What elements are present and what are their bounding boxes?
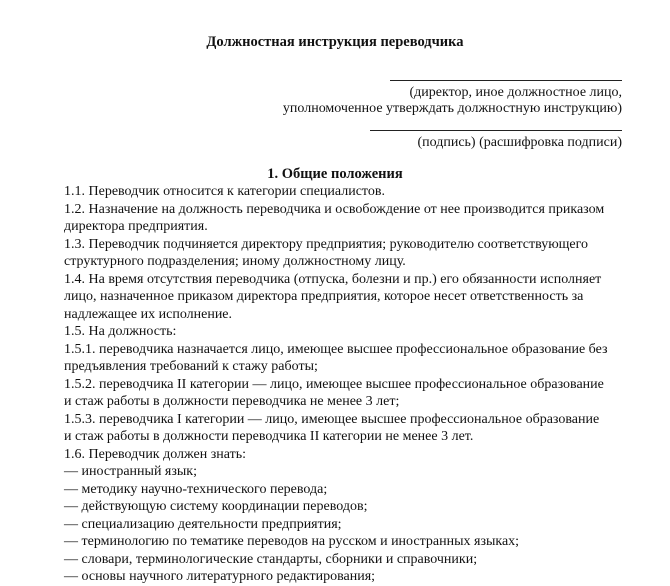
document-title: Должностная инструкция переводчика: [206, 34, 464, 50]
paragraph: [64, 341, 634, 376]
paragraph-line: — специализацию деятельности предприятия;: [64, 516, 342, 532]
paragraph-line: 1.6. Переводчик должен знать:: [64, 446, 246, 462]
section-heading: 1. Общие положения: [267, 166, 403, 182]
paragraph: [64, 498, 634, 516]
paragraph-line: структурного подразделения; иному должностному лицу.: [64, 254, 406, 269]
paragraph: [64, 481, 634, 499]
section-body: [64, 183, 634, 586]
paragraph: [64, 533, 634, 551]
paragraph-line: — иностранный язык;: [64, 464, 197, 479]
paragraph-line: директора предприятия.: [64, 219, 208, 234]
paragraph-line: — действующую систему координации переводов;: [64, 499, 368, 514]
paragraph: [64, 323, 634, 341]
paragraph: [64, 516, 634, 534]
paragraph-line: — основы научного литературного редактирования;: [64, 569, 376, 584]
paragraph: [64, 568, 634, 586]
paragraph-line: и стаж работы в должности переводчика не менее 3 лет;: [64, 394, 400, 409]
paragraph: [64, 201, 634, 236]
paragraph: [64, 376, 634, 411]
director-signature-line: [390, 80, 622, 81]
paragraph-line: надлежащее их исполнение.: [64, 306, 233, 322]
paragraph: [64, 411, 634, 446]
paragraph: [64, 236, 634, 271]
paragraph-line: 1.5.3. переводчика I категории — лицо, имеющее высшее профессиональное образование: [64, 411, 600, 427]
paragraph-line: 1.5. На должность:: [64, 324, 177, 339]
paragraph-line: 1.5.2. переводчика II категории — лицо, имеющее высшее профессиональное образование: [64, 376, 604, 392]
paragraph: [64, 551, 634, 569]
paragraph-line: — словари, терминологические стандарты, сборники и справочники;: [64, 551, 478, 567]
paragraph-line: — методику научно-технического перевода;: [64, 481, 328, 497]
paragraph-line: и стаж работы в должности переводчика II категории не менее 3 лет.: [64, 429, 474, 444]
paragraph-line: — терминологию по тематике переводов на русском и иностранных языках;: [64, 534, 520, 549]
approval-line-2: уполномоченное утверждать должностную инструкцию): [282, 101, 622, 116]
paragraph-line: 1.2. Назначение на должность переводчика и освобождение от нее производится приказом: [64, 201, 605, 217]
signature-caption: (подпись) (расшифровка подписи): [417, 135, 622, 150]
paragraph-line: 1.3. Переводчик подчиняется директору предприятия; руководителю соответствующего: [64, 236, 589, 252]
paragraph: [64, 446, 634, 464]
paragraph-line: 1.5.1. переводчика назначается лицо, имеющее высшее профессиональное образование без: [64, 341, 608, 357]
paragraph: [64, 183, 634, 201]
paragraph-line: лицо, назначенное приказом директора предприятия, которое несет ответственность за: [64, 289, 584, 304]
signature-line: [370, 130, 622, 131]
paragraph-line: 1.1. Переводчик относится к категории специалистов.: [64, 184, 385, 199]
paragraph-line: 1.4. На время отсутствия переводчика (отпуска, болезни и пр.) его обязанности исполняет: [64, 271, 602, 287]
paragraph: [64, 271, 634, 324]
paragraph-line: предъявления требований к стажу работы;: [64, 359, 318, 374]
paragraph: [64, 463, 634, 481]
approval-line-1: (директор, иное должностное лицо,: [409, 85, 622, 100]
